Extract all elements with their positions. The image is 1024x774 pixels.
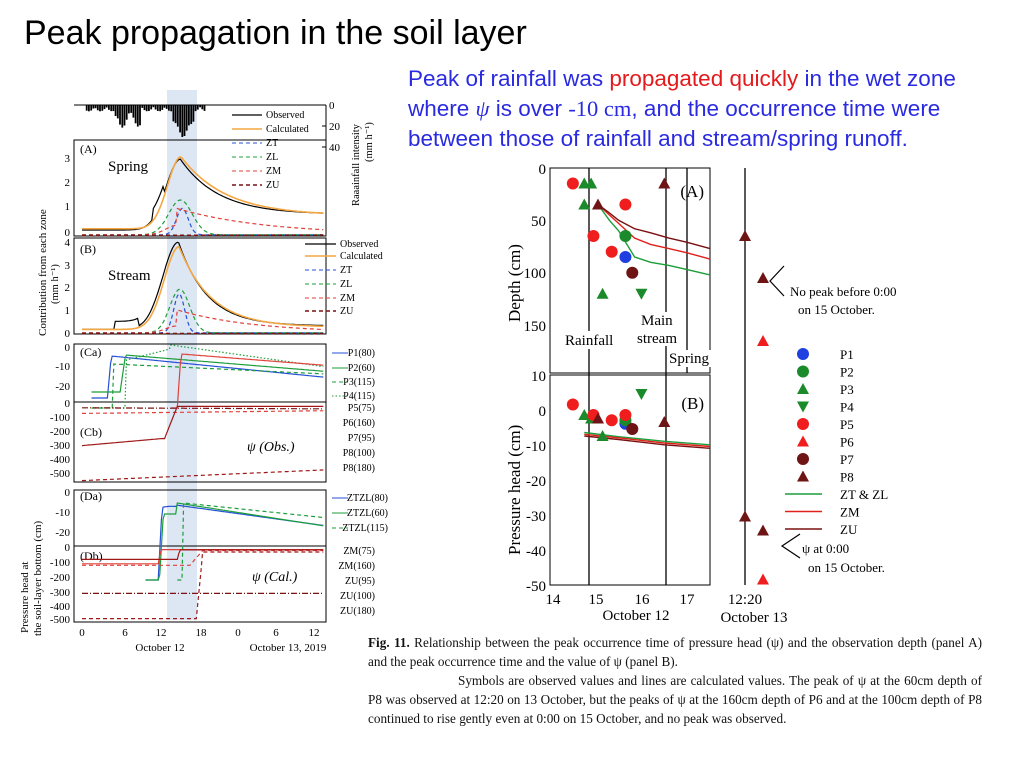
point-p8-a bbox=[592, 199, 604, 210]
y-tick: -10 bbox=[526, 439, 546, 455]
rain-bar bbox=[179, 105, 181, 132]
caption-fig-label: Fig. 11. bbox=[368, 635, 410, 650]
rain-bar bbox=[121, 105, 123, 128]
rain-bar bbox=[177, 105, 179, 127]
rain-bar bbox=[104, 105, 106, 109]
rain-bar bbox=[108, 105, 110, 110]
rain-bar bbox=[101, 105, 103, 111]
legend-label: P2 bbox=[840, 364, 854, 380]
legend-label: P2(60) bbox=[347, 363, 375, 374]
legend-label: Calculated bbox=[340, 251, 383, 262]
legend-label: P1(80) bbox=[347, 348, 375, 359]
subtitle-threshold: -10 cm bbox=[568, 96, 632, 121]
note-b-line2: on 15 October. bbox=[808, 560, 885, 575]
point-p1-a bbox=[619, 251, 631, 263]
y-tick: -50 bbox=[526, 579, 546, 595]
spring-label: Spring bbox=[669, 351, 710, 367]
panel-tag-b: (B) bbox=[681, 394, 704, 413]
tick-label: -200 bbox=[49, 572, 70, 584]
panel-da-frame bbox=[74, 490, 326, 546]
legend-label: ZM bbox=[340, 293, 355, 304]
legend-label: ZU bbox=[266, 180, 280, 191]
note-a-line2: on 15 October. bbox=[798, 302, 875, 317]
legend-label: ZM bbox=[266, 166, 281, 177]
y-tick: 0 bbox=[538, 162, 546, 178]
y-tick: -30 bbox=[526, 509, 546, 525]
legend-label: ZM bbox=[840, 504, 860, 520]
tick-label: 1 bbox=[64, 305, 70, 317]
rain-bar bbox=[146, 105, 148, 111]
contribution-axis-unit: (mm h⁻¹) bbox=[50, 264, 61, 304]
subtitle-part: is over bbox=[489, 96, 569, 121]
rain-bar bbox=[106, 105, 108, 108]
rain-bar bbox=[97, 105, 99, 110]
legend-label: ZU bbox=[840, 522, 858, 537]
x-tick: 6 bbox=[273, 627, 279, 639]
rain-bar bbox=[148, 105, 150, 111]
x-axis bbox=[79, 627, 327, 654]
point-p8-extra-b bbox=[757, 525, 769, 536]
legend-label: ZT bbox=[266, 138, 279, 149]
p8-180-obs-line bbox=[82, 408, 323, 409]
rain-bar bbox=[199, 105, 201, 107]
tick-label: -10 bbox=[55, 361, 70, 373]
point-p8-b bbox=[658, 416, 670, 427]
point-p6-extra-b bbox=[757, 574, 769, 585]
x-tick: 16 bbox=[634, 592, 650, 608]
legend-marker bbox=[797, 402, 809, 413]
legend-label: P8(100) bbox=[342, 448, 375, 459]
rain-bar bbox=[128, 105, 130, 113]
tick-label: 0 bbox=[64, 487, 70, 499]
panel-a-frame bbox=[74, 140, 326, 236]
spring-zm-line bbox=[82, 209, 323, 235]
panel-tag: (Ca) bbox=[80, 345, 102, 359]
p4-line bbox=[92, 345, 324, 408]
legend-label: ZU(180) bbox=[340, 606, 375, 617]
stream-zl-line bbox=[82, 289, 323, 333]
rain-bar bbox=[99, 105, 101, 111]
legend-label: P8(180) bbox=[342, 463, 375, 474]
point-p3-a bbox=[597, 288, 609, 299]
panel-tag: (Da) bbox=[80, 489, 102, 503]
rain-bar bbox=[170, 105, 172, 111]
rain-bar bbox=[193, 105, 195, 122]
x-tick: 15 bbox=[588, 592, 604, 608]
point-p5-b bbox=[619, 409, 631, 421]
legend-label: P6 bbox=[840, 434, 854, 450]
rain-bar bbox=[195, 105, 197, 111]
rain-bar bbox=[124, 105, 126, 126]
pressure-axis-label-2: the soil-layer bottom (cm) bbox=[32, 520, 44, 636]
legend-label: ZU(95) bbox=[345, 576, 375, 587]
legend-marker bbox=[797, 436, 809, 447]
rain-bar bbox=[126, 105, 128, 120]
y-tick: 10 bbox=[531, 369, 546, 385]
tick-label: 0 bbox=[64, 342, 70, 354]
rain-tick: 40 bbox=[329, 142, 340, 154]
rain-bar bbox=[204, 105, 206, 111]
rain-bar bbox=[141, 105, 143, 108]
subtitle-part: , and the occurrence time were between those of rainfall and stream/spring runoff. bbox=[408, 96, 941, 151]
legend-label: ZTZL(80) bbox=[346, 493, 388, 504]
subtitle-part: in the wet zone where bbox=[408, 66, 956, 121]
legend-label: P3(115) bbox=[343, 377, 375, 388]
x-date-extra: October 13 bbox=[720, 610, 788, 626]
rain-bar bbox=[166, 105, 168, 109]
rain-axis-unit: (mm h⁻¹) bbox=[364, 122, 375, 162]
legend-label: ZU bbox=[340, 306, 354, 317]
stream-calculated-line bbox=[82, 247, 323, 330]
y-tick: 100 bbox=[523, 266, 546, 282]
x-tick: 12 bbox=[308, 627, 320, 639]
tick-label: 0 bbox=[64, 542, 70, 554]
p8-100-obs-line bbox=[82, 470, 323, 481]
legend-label: P3 bbox=[840, 382, 854, 397]
subtitle-part: Peak of rainfall was bbox=[408, 66, 610, 91]
point-p8-extra-a bbox=[757, 272, 769, 283]
legend-label: ZTZL(60) bbox=[346, 508, 388, 519]
depth-axis-title: Depth (cm) bbox=[505, 244, 524, 322]
tick-label: -20 bbox=[55, 381, 70, 393]
legend-marker bbox=[797, 348, 809, 360]
legend-b bbox=[305, 239, 383, 317]
y-tick: 0 bbox=[538, 404, 546, 420]
legend-label: ZM(160) bbox=[338, 561, 375, 572]
tick-label: 3 bbox=[64, 153, 70, 165]
rain-bar bbox=[117, 105, 119, 118]
right-peak-figure bbox=[500, 160, 920, 630]
panel-tag: (B) bbox=[80, 242, 96, 256]
tick-label: -500 bbox=[49, 614, 70, 626]
calc-line-ztzl-a bbox=[598, 205, 710, 275]
stream-label: Stream bbox=[108, 268, 151, 284]
rain-bar bbox=[110, 105, 112, 111]
note-arrow bbox=[770, 266, 784, 296]
p6-obs-line bbox=[82, 411, 323, 414]
spring-zt-line bbox=[82, 208, 323, 234]
rain-bar bbox=[155, 105, 157, 110]
rain-bar bbox=[184, 105, 186, 136]
tick-label: 2 bbox=[64, 177, 70, 189]
legend-db bbox=[338, 546, 375, 617]
legend-label: Calculated bbox=[266, 124, 309, 135]
x-tick: 6 bbox=[122, 627, 128, 639]
point-p5-a bbox=[619, 199, 631, 211]
panel-tag: (Db) bbox=[80, 549, 103, 563]
slide-subtitle bbox=[408, 64, 1008, 154]
rain-bar bbox=[164, 105, 166, 108]
rain-bar bbox=[201, 105, 203, 109]
rain-tick: 20 bbox=[329, 121, 340, 133]
x-date-label: October 12 bbox=[135, 642, 185, 654]
legend-marker bbox=[797, 366, 809, 378]
x-tick: 0 bbox=[79, 627, 85, 639]
caption-text-2: Symbols are observed values and lines are calculated values. The peak of ψ at the 60cm depth of P8 was observed at 12:20 on 13 October, but the peaks of ψ at the 160cm depth of P6 and at the 100cm depth of P8 continued to rise gently even at 0:00 on 15 October, and no peak was observed. bbox=[368, 673, 982, 726]
point-p7-a bbox=[626, 267, 638, 279]
panel-tag: (A) bbox=[80, 142, 97, 156]
x-tick: 17 bbox=[679, 592, 695, 608]
rain-bar bbox=[190, 105, 192, 124]
spring-zu-line bbox=[82, 235, 323, 236]
caption-text-1: Relationship between the peak occurrence time of pressure head (ψ) and the observation depth (panel A) and the peak occurrence time and the value of ψ (panel B). bbox=[368, 635, 982, 669]
y-tick: -20 bbox=[526, 474, 546, 490]
figure-caption bbox=[368, 633, 982, 728]
legend-label: P7(95) bbox=[347, 433, 375, 444]
x-tick: 14 bbox=[545, 592, 561, 608]
main-label: Main bbox=[641, 313, 673, 329]
panel-tag-a: (A) bbox=[680, 182, 704, 201]
stream-zt-line bbox=[82, 294, 323, 333]
x-date-label: October 13, 2019 bbox=[249, 642, 327, 654]
legend-label: P8 bbox=[840, 469, 854, 485]
point-p4-b bbox=[635, 389, 647, 400]
tick-label: -300 bbox=[49, 587, 70, 599]
tick-label: 0 bbox=[64, 398, 70, 410]
x-tick: 18 bbox=[195, 627, 207, 639]
y-tick: -40 bbox=[526, 544, 546, 560]
x-date-label: October 12 bbox=[602, 608, 670, 624]
rainfall-label: Rainfall bbox=[565, 333, 614, 349]
legend-label: P7 bbox=[840, 452, 854, 467]
tick-label: 3 bbox=[64, 260, 70, 272]
rainfall-hyetograph bbox=[74, 100, 375, 206]
rain-bar bbox=[133, 105, 135, 118]
legend-da bbox=[332, 493, 388, 534]
rain-bar bbox=[86, 105, 88, 111]
rain-bar bbox=[186, 105, 188, 131]
rain-bar bbox=[157, 105, 159, 111]
point-p7-b bbox=[626, 423, 638, 435]
point-p8-extra-a bbox=[739, 230, 751, 241]
zu180-line bbox=[82, 552, 323, 619]
tick-label: -500 bbox=[49, 468, 70, 480]
point-p2-a bbox=[619, 230, 631, 242]
legend-label: P4 bbox=[840, 399, 854, 415]
reference-lines bbox=[589, 168, 745, 585]
psi-cal-label: ψ (Cal.) bbox=[252, 570, 298, 585]
rain-bar bbox=[161, 105, 163, 110]
tick-label: -10 bbox=[55, 507, 70, 519]
psi-symbol: ψ bbox=[475, 96, 490, 121]
legend-marker bbox=[797, 383, 809, 394]
tick-label: 2 bbox=[64, 282, 70, 294]
rain-bar bbox=[175, 105, 177, 123]
rain-bar bbox=[130, 105, 132, 113]
legend-label: P4(115) bbox=[343, 391, 375, 402]
y-tick: 150 bbox=[523, 319, 546, 335]
point-p8-extra-b bbox=[739, 511, 751, 522]
tick-label: -100 bbox=[49, 557, 70, 569]
point-p5-b bbox=[606, 414, 618, 426]
legend-marker bbox=[797, 418, 809, 430]
legend-marker bbox=[797, 471, 809, 482]
legend-label: ZT & ZL bbox=[840, 487, 889, 502]
rain-bar bbox=[135, 105, 137, 123]
spring-label: Spring bbox=[108, 159, 149, 175]
x-tick: 12 bbox=[155, 627, 167, 639]
tick-label: -300 bbox=[49, 440, 70, 452]
rain-bar bbox=[139, 105, 141, 125]
pressure-axis-label: Pressure head at bbox=[19, 561, 31, 633]
rain-bar bbox=[144, 105, 146, 110]
legend-label: ZT bbox=[340, 265, 353, 276]
rain-axis-label: Raaainfall intensity bbox=[351, 124, 362, 206]
x-tick: 0 bbox=[235, 627, 241, 639]
note-a-line1: No peak before 0:00 bbox=[790, 284, 897, 299]
left-timeseries-figure bbox=[0, 78, 388, 668]
rain-bar bbox=[173, 105, 175, 121]
subtitle-highlight: propagated quickly bbox=[609, 66, 799, 91]
panel-tag: (Cb) bbox=[80, 425, 102, 439]
legend-label: ZU(100) bbox=[340, 591, 375, 602]
rain-bar bbox=[153, 105, 155, 107]
rain-bar bbox=[159, 105, 161, 111]
legend-label: P6(160) bbox=[342, 418, 375, 429]
rain-bar bbox=[150, 105, 152, 109]
point-p4-a bbox=[635, 289, 647, 300]
y-tick: 50 bbox=[531, 214, 546, 230]
legend-label: ZM(75) bbox=[343, 546, 375, 557]
slide-title: Peak propagation in the soil layer bbox=[24, 14, 527, 52]
rain-bar bbox=[93, 105, 95, 109]
point-p6-extra-a bbox=[757, 335, 769, 346]
legend-label: P5 bbox=[840, 417, 854, 432]
legend-cb bbox=[343, 403, 375, 474]
tick-label: -400 bbox=[49, 601, 70, 613]
tick-label: 0 bbox=[64, 328, 70, 340]
tick-label: -400 bbox=[49, 454, 70, 466]
x-tick-extra: 12:20 bbox=[727, 592, 763, 608]
point-p5-b bbox=[567, 399, 579, 411]
legend-label: P1 bbox=[840, 347, 854, 362]
tick-label: 1 bbox=[64, 201, 70, 213]
point-p5-a bbox=[606, 246, 618, 258]
rain-bar bbox=[197, 105, 199, 110]
legend-label: Observed bbox=[340, 239, 379, 250]
legend-label: ZTZL(115) bbox=[342, 523, 388, 534]
rain-bar bbox=[168, 105, 170, 111]
point-p5-a bbox=[587, 230, 599, 242]
note-b-line1-text: ψ at 0:00 bbox=[802, 541, 850, 556]
rain-bar bbox=[181, 105, 183, 137]
legend-label: Observed bbox=[266, 110, 305, 121]
rain-bar bbox=[119, 105, 121, 125]
legend-marker bbox=[797, 453, 809, 465]
pressure-axis-title: Pressure head (cm) bbox=[505, 424, 524, 555]
legend-label: P5(75) bbox=[347, 403, 375, 414]
rain-bar bbox=[95, 105, 97, 108]
contribution-axis-label: Contribution from each zone bbox=[37, 209, 49, 336]
legend-a bbox=[232, 110, 309, 191]
note-arrow bbox=[782, 534, 800, 558]
tick-label: -100 bbox=[49, 412, 70, 424]
psi-obs-label: ψ (Obs.) bbox=[247, 440, 295, 455]
rain-tick: 0 bbox=[329, 100, 335, 112]
point-p8-a bbox=[658, 178, 670, 189]
tick-label: 0 bbox=[64, 227, 70, 239]
rain-bar bbox=[113, 105, 115, 111]
stream-label: stream bbox=[637, 331, 677, 347]
tick-label: -200 bbox=[49, 426, 70, 438]
legend-label: ZL bbox=[340, 279, 353, 290]
point-p5-a bbox=[567, 178, 579, 190]
rain-bar bbox=[88, 105, 90, 111]
tick-label: 4 bbox=[64, 237, 70, 249]
tick-label: -20 bbox=[55, 527, 70, 539]
rain-bar bbox=[137, 105, 139, 127]
rain-bar bbox=[188, 105, 190, 125]
rain-bar bbox=[115, 105, 117, 116]
rain-bar bbox=[90, 105, 92, 111]
legend-ca bbox=[332, 348, 375, 402]
legend-label: ZL bbox=[266, 152, 279, 163]
